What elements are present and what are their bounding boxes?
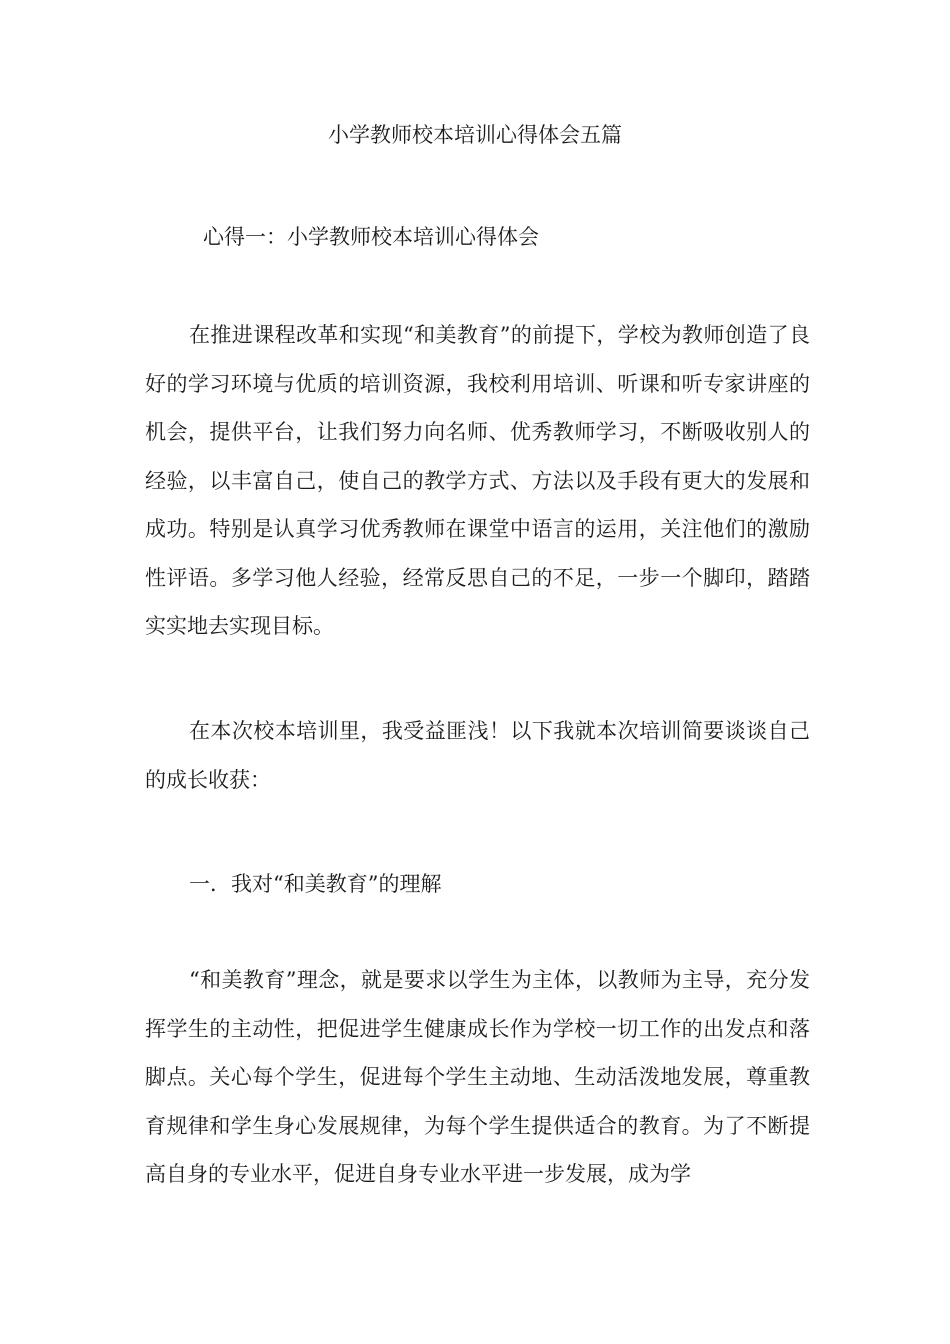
paragraph-hemei-education: “和美教育”理念，就是要求以学生为主体，以教师为主导，充分发挥学生的主动性，把促进学生健康成长作为学校一切工作的出发点和落脚点。关心每个学生，促进每个学生主动地、生动活泼地发展，尊重教育规律和学生身心发展规律，为每个学生提供适合的教育。为了不断提高自身的专业水平，促进自身专业水平进一步发展，成为学	[145, 968, 810, 1186]
paragraph-gains: 在本次校本培训里，我受益匪浅！以下我就本次培训简要谈谈自己的成长收获：	[145, 719, 810, 792]
section-heading: 心得一：小学教师校本培训心得体会	[203, 225, 539, 249]
paragraph-intro: 在推进课程改革和实现“和美教育”的前提下，学校为教师创造了良好的学习环境与优质的培训资源，我校利用培训、听课和听专家讲座的机会，提供平台，让我们努力向名师、优秀教师学习，不断吸收别人的经验，以丰富自己，使自己的教学方式、方法以及手段有更大的发展和成功。特别是认真学习优秀教师在课堂中语言的运用，关注他们的激励性评语。多学习他人经验，经常反思自己的不足，一步一个脚印，踏踏实实地去实现目标。	[145, 323, 810, 638]
document-title: 小学教师校本培训心得体会五篇	[328, 123, 622, 147]
subsection-heading: 一．我对“和美教育”的理解	[189, 872, 442, 896]
